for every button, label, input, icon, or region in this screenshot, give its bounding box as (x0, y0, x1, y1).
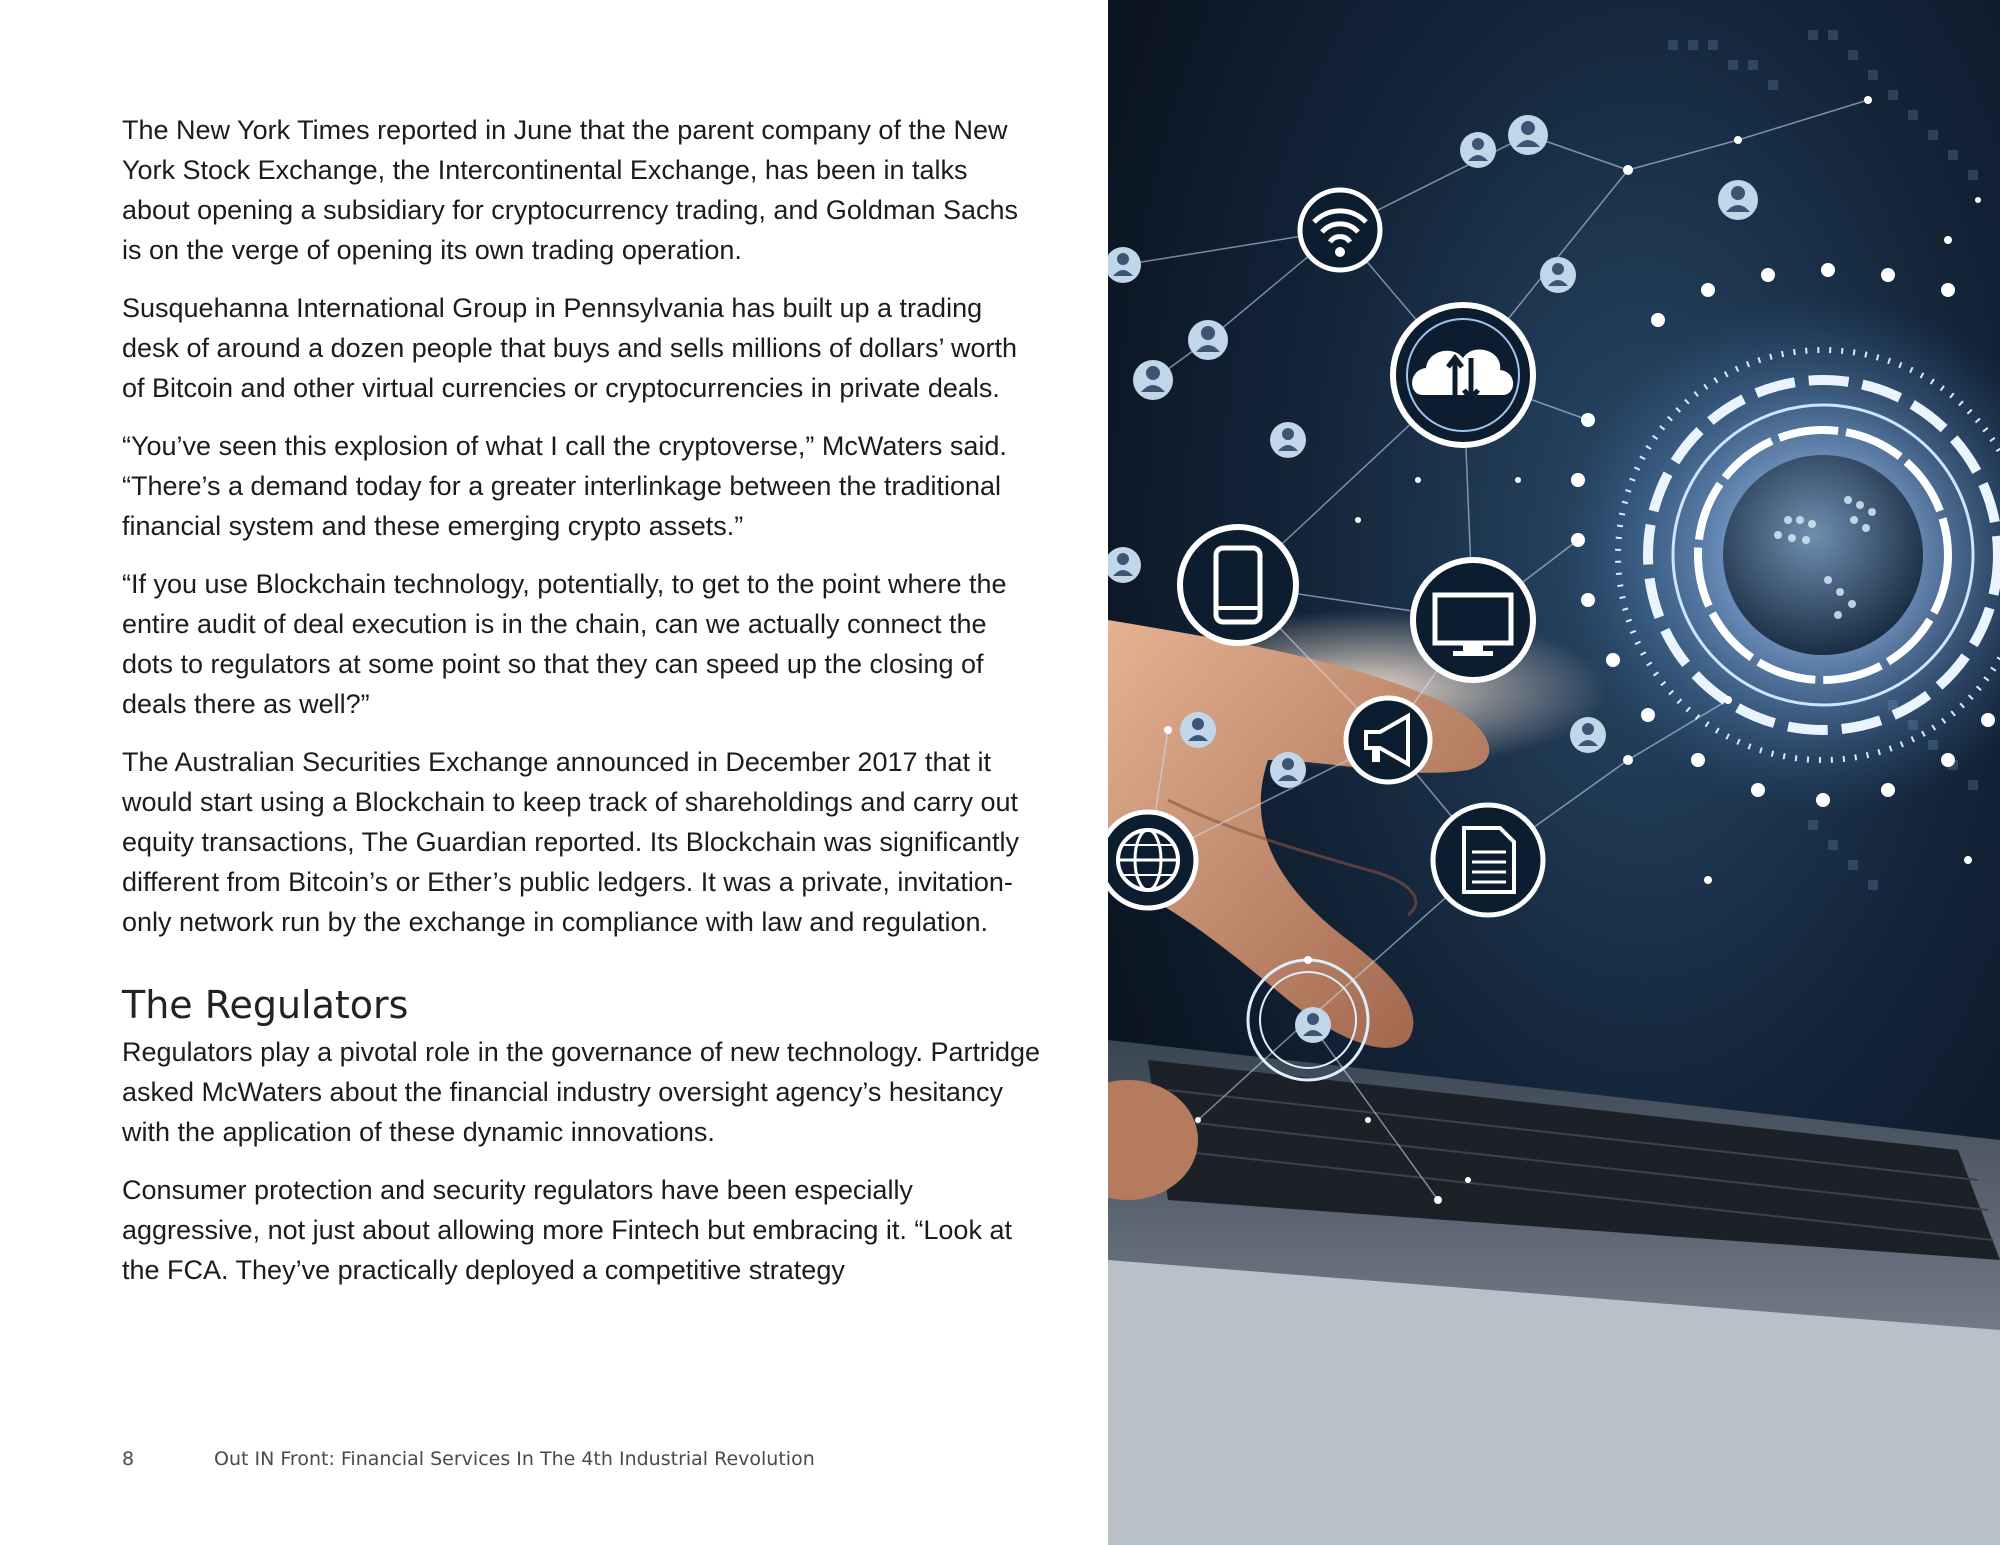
monitor-icon (1413, 560, 1533, 680)
user-icon (1180, 712, 1216, 748)
wifi-icon (1300, 190, 1380, 270)
article-body (122, 110, 1042, 1308)
cloud-transfer-icon (1393, 305, 1533, 445)
smartphone-icon (1180, 527, 1296, 643)
paragraph-asx-blockchain: The Australian Securities Exchange announced in December 2017 that it would start using a Blockchain to keep track of shareholdings and carry out equity transactions, The Guardian reported. Its Blockchain was significantly different from Bitcoin’s or Ether’s public ledgers. It was a private, invitation-only network run by the exchange in compliance with law and regulation. (122, 747, 1019, 937)
user-icon (1718, 180, 1758, 220)
user-icon (1570, 717, 1606, 753)
page-footer (122, 1448, 815, 1470)
fintech-network-photo (1108, 0, 2000, 1545)
user-icon (1270, 752, 1306, 788)
section-heading-regulators: The Regulators (122, 983, 409, 1027)
globe-icon (1108, 812, 1196, 908)
user-icon (1295, 1007, 1331, 1043)
user-icon (1188, 320, 1228, 360)
paragraph-regulators-role: Regulators play a pivotal role in the governance of new technology. Partridge asked McWaters about the financial industry oversight agency’s hesitancy with the application of these dynamic innovations. (122, 1037, 1041, 1147)
paragraph-susquehanna: Susquehanna International Group in Pennsylvania has built up a trading desk of around a dozen people that buys and sells millions of dollars’ worth of Bitcoin and other virtual currencies or cryptocurrencies in private deals. (122, 293, 1018, 403)
user-icon (1540, 257, 1576, 293)
publication-title: Out IN Front: Financial Services In The 4th Industrial Revolution (214, 1448, 815, 1470)
user-icon (1508, 115, 1548, 155)
megaphone-icon (1346, 698, 1430, 782)
user-icon (1133, 360, 1173, 400)
paragraph-nyse-subsidiary: The New York Times reported in June that the parent company of the New York Stock Exchange, the Intercontinental Exchange, has been in talks about opening a subsidiary for cryptocurrency trading, and Goldman Sachs is on the verge of opening its own trading operation. (122, 115, 1019, 265)
paragraph-blockchain-audit-quote: “If you use Blockchain technology, potentially, to get to the point where the entire audit of deal execution is in the chain, can we actually connect the dots to regulators at some point so that they can speed up the closing of deals there as well?” (122, 569, 1007, 719)
page-number: 8 (122, 1448, 135, 1470)
user-icon (1270, 422, 1306, 458)
document-icon (1433, 805, 1543, 915)
paragraph-cryptoverse-quote: “You’ve seen this explosion of what I call the cryptoverse,” McWaters said. “There’s a demand today for a greater interlinkage between the traditional financial system and these emerging crypto assets.” (122, 431, 1007, 541)
user-icon (1460, 132, 1496, 168)
paragraph-consumer-protection: Consumer protection and security regulators have been especially aggressive, not just about allowing more Fintech but embracing it. “Look at the FCA. They’ve practically deployed a competitive strategy (122, 1175, 1012, 1285)
